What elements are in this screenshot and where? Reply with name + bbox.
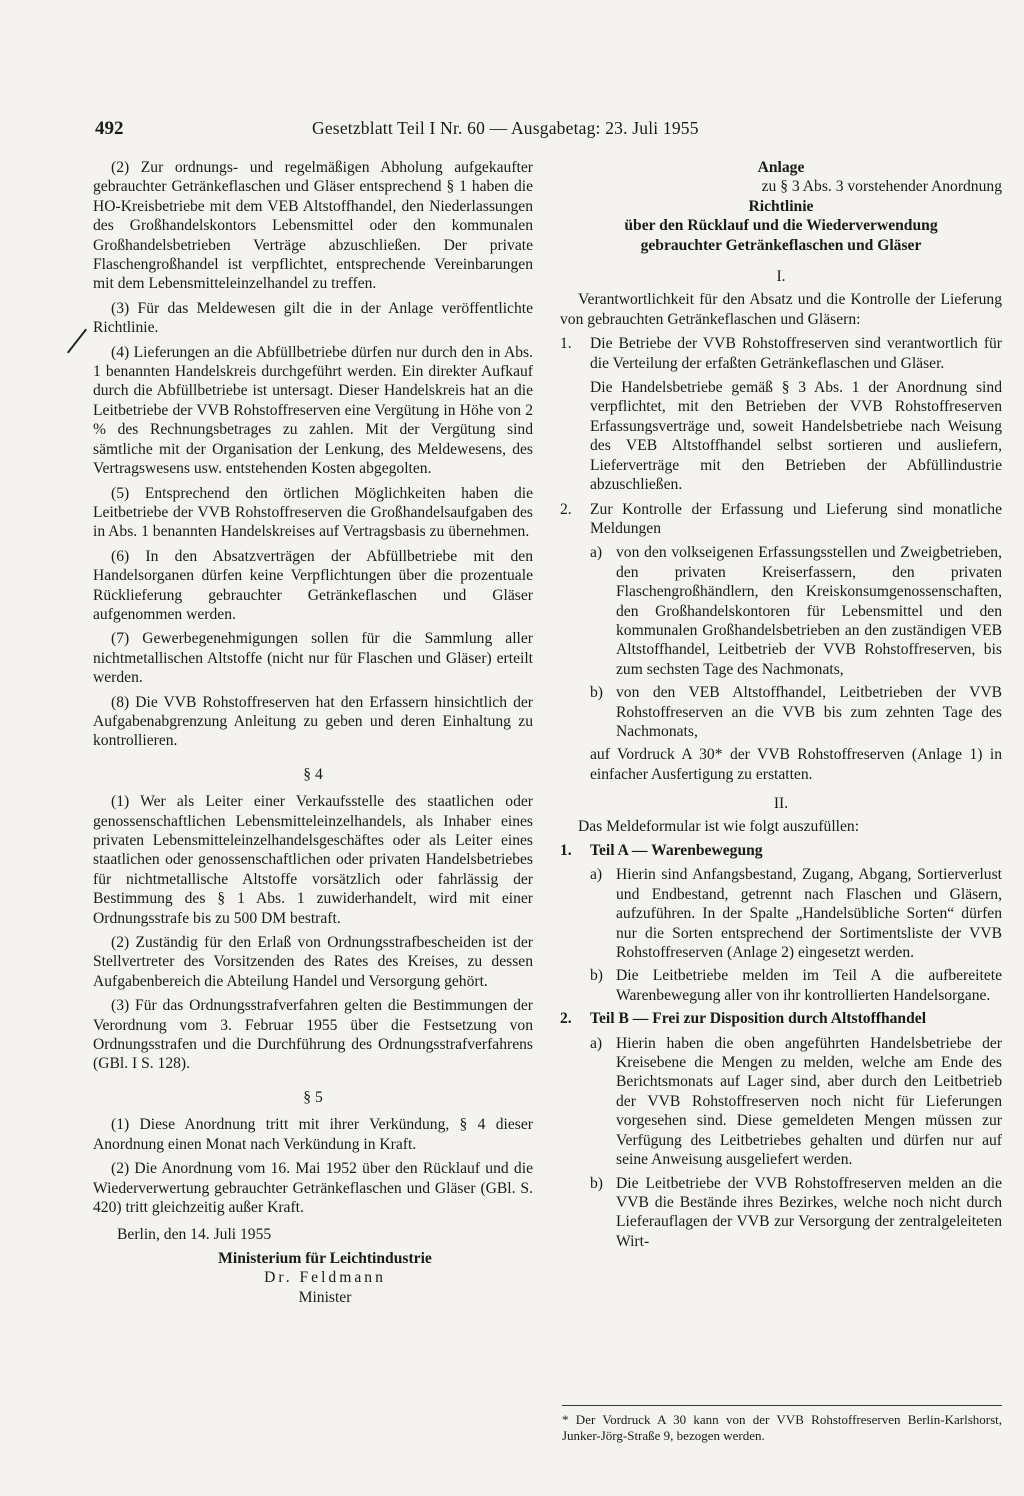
item-2 [560,500,1002,539]
item-1-text: Die Betriebe der VVB Rohstoffreserven sind verantwortlich für die Verteilung der erfaßten Getränkeflaschen und Gläser. [590,335,1002,372]
part-a-item-b-text: Die Leitbetriebe melden im Teil A die aufbereitete Warenbewegung aller von ihr kontrollierten Handelsorgane. [616,967,1002,1004]
gazette-title: Gesetzblatt Teil I Nr. 60 — Ausgabetag: 23. Juli 1955 [312,118,699,138]
roman-heading-1: I. [776,268,786,286]
margin-pen-mark [67,329,87,354]
item-2a-label: a) [590,544,603,562]
signature-block [117,1225,533,1307]
item-2a-text: von den volkseigenen Erfassungsstellen und Zweigbetrieben, den privaten Kreiserfassern, den privaten Flaschengroßhändlern, den Kreiskonsumgenossenschaften, den Großhandelskontoren für Lebensmittel und den kommunalen Großhandelsbetrieben an den zuständigen VEB Altstoffhandel, Leitbetrieb der VVB Rohstoffreserven, bis zum sechsten Tage des Nachmonats, [616,544,1002,678]
item-2-closing: auf Vordruck A 30* der VVB Rohstoffreserven (Anlage 1) in einfacher Ausfertigung zu erstatten. [590,746,1002,783]
item-1 [560,334,1002,373]
part-a-heading [560,841,1002,860]
part-b-item-b-text: Die Leitbetriebe der VVB Rohstoffreserven melden an die VVB die Bestände ihres Bezirkes, welche noch nicht durch Lieferauflagen der VVB zur Versorgung der zentralgeleiteten Wirt- [616,1174,1002,1250]
responsibility-intro: Verantwortlichkeit für den Absatz und die Kontrolle der Lieferung von gebrauchten Getränkeflaschen und Gläsern: [560,291,1002,328]
item-2a [590,543,1002,679]
item-2-text: Zur Kontrolle der Erfassung und Lieferung sind monatliche Meldungen [590,500,1002,537]
guideline-subtitle: über den Rücklauf und die Wiederverwendung gebrauchter Getränkeflaschen und Gläser [624,217,938,254]
paragraph-3-3: (3) Für das Meldewesen gilt die in der Anlage veröffentlichte Richtlinie. [93,299,533,337]
paragraph-3-2: (2) Zur ordnungs- und regelmäßigen Abholung aufgekaufter gebrauchter Getränkeflaschen und Gläser entsprechend § 1 haben die HO-Kreisbetriebe mit dem VEB Altstoffhandel, den Niederlassungen des Großhandelskontors Lebensmittel oder den kommunalen Großhandelsbetrieben Verträge abzuschließen. Der private Flaschengroßhandel ist verpflichtet, entsprechende Vereinbarungen mit dem Lebensmitteleinzelhandel zu treffen. [93,159,533,293]
paragraph-4-3: (3) Für das Ordnungsstrafverfahren gelten die Bestimmungen der Verordnung vom 3. Februar 1955 über die Festsetzung von Ordnungsstrafen und die Durchführung des Ordnungsstrafverfahrens (GBl. I S. 128). [93,997,533,1073]
annex-heading: Anlage [757,159,805,176]
paragraph-5-1: (1) Diese Anordnung tritt mit ihrer Verkündung, § 4 dieser Anordnung einen Monat nach Verkündung in Kraft. [93,1116,533,1153]
section-5-heading: § 5 [303,1088,323,1106]
ministry-name: Ministerium für Leichtindustrie [218,1249,432,1267]
item-2-number: 2. [560,500,572,518]
paragraph-3-4: (4) Lieferungen an die Abfüllbetriebe dürfen nur durch den in Abs. 1 benannten Handelskreis durchgeführt werden. Ein direkter Aufkauf durch die Abfüllbetriebe ist untersagt. Dieser Handelskreis hat an die Leitbetriebe der VVB Rohstoffreserven eine Vergütung in Höhe von 2 % des Rechnungsbetrages zu zahlen. Mit der Vergütung sind sämtliche mit der Organisation der Lenkung, des Meldewesens, des Vertragswesens usw. entstehenden Kosten abgegolten. [93,343,533,478]
part-b-title: Teil B — Frei zur Disposition durch Altstoffhandel [590,1010,927,1028]
part-a-number: 1. [560,842,572,859]
part-a-item-a-text: Hierin sind Anfangsbestand, Zugang, Abgang, Sortierverlust und Endbestand, getrennt nach Flaschen und Gläsern, aufzuführen. In der Spalte „Handelsübliche Sorten“ dürfen nur die Sorten entsprechend der Sortimentsliste der VVB Rohstoffreserven (Anlage 2) eingesetzt werden. [616,866,1002,962]
footnote: * Der Vordruck A 30 kann von der VVB Rohstoffreserven Berlin-Karlshorst, Junker-Jörg-Straße 9, bezogen werden. [562,1405,1002,1444]
form-intro: Das Meldeformular ist wie folgt auszufüllen: [578,817,860,835]
signer-role: Minister [298,1288,352,1306]
right-column [560,158,1002,1255]
place-date: Berlin, den 14. Juli 1955 [117,1226,272,1244]
item-2b [590,683,1002,741]
item-2b-label: b) [590,684,603,702]
annex-reference: zu § 3 Abs. 3 vorstehender Anordnung [761,178,1002,196]
paragraph-4-2: (2) Zuständig für den Erlaß von Ordnungsstrafbescheiden ist der Stellvertreter des Vorsitzenden des Rates des Kreises, zu dessen Aufgabenbereich die Abteilung Handel und Versorgung gehört. [93,934,533,990]
item-1-number: 1. [560,335,572,353]
part-a-item-b-label: b) [590,967,603,985]
signer-name: Dr. Feldmann [264,1269,386,1287]
item-1-continuation: Die Handelsbetriebe gemäß § 3 Abs. 1 der Anordnung sind verpflichtet, mit den Betrieben der VVB Rohstoffreserven Erfassungsverträge und, soweit Handelsbetriebe nach Weisung des VEB Altstoffhandel selbst sortieren und ausliefern, Lieferverträge mit den Betrieben der Abfüllindustrie abzuschließen. [590,379,1002,494]
part-a-item-a-label: a) [590,866,603,884]
part-a-item-b [590,966,1002,1005]
page-number: 492 [95,118,124,139]
roman-heading-2: II. [773,795,789,813]
section-4-heading: § 4 [303,765,323,783]
item-2b-text: von den VEB Altstoffhandel, Leitbetrieben der VVB Rohstoffreserven an die VVB bis zum zehnten Tage des Nachmonats, [616,684,1002,740]
left-column [93,158,533,1307]
part-b-item-b-label: b) [590,1174,603,1192]
paragraph-3-5: (5) Entsprechend den örtlichen Möglichkeiten haben die Leitbetriebe der VVB Rohstoffreserven die Großhandelsaufgaben des in Abs. 1 benannten Handelskreises auf Vertragsbasis zu übernehmen. [93,484,533,541]
paragraph-3-8: (8) Die VVB Rohstoffreserven hat den Erfassern hinsichtlich der Aufgabenabgrenzung Anleitung zu geben und deren Einhaltung zu kontrollieren. [93,693,533,750]
paragraph-4-1: (1) Wer als Leiter einer Verkaufsstelle des staatlichen oder genossenschaftlichen Lebensmitteleinzelhandels, als Inhaber eines privaten Lebensmitteleinzelhandelsgeschäftes oder als Leiter eines staatlichen oder genossenschaftlichen oder privaten Handelsbetriebes für nichtmetallische Altstoffe vorsätzlich oder fahrlässig der Bestimmung des § 1 Abs. 1 zuwiderhandelt, wird mit einer Ordnungsstrafe bis zu 500 DM bestraft. [93,793,533,927]
paragraph-3-7: (7) Gewerbegenehmigungen sollen für die Sammlung aller nichtmetallischen Altstoffe (nicht nur für Flaschen und Gläser) erteilt werden. [93,630,533,687]
paragraph-3-6: (6) In den Absatzverträgen der Abfüllbetriebe mit den Handelsorganen dürfen keine Verpflichtungen über die prozentuale Rücklieferung gebrauchter Getränkeflaschen und Gläser aufgenommen werden. [93,547,533,623]
part-b-item-a-label: a) [590,1034,603,1052]
part-a-title: Teil A — Warenbewegung [590,842,763,859]
part-b-number: 2. [560,1010,572,1028]
part-b-item-a-text: Hierin haben die oben angeführten Handelsbetriebe der Kreisebene die Mengen zu melden, welche am Ende des Berichtsmonats auf Lager sind, aber durch den Leitbetrieb der VVB Rohstoffreserven noch nicht für Lieferungen vorgesehen sind. Diese gemeldeten Mengen müssen zur Verfügung des Leitbetriebes gehalten und dürfen nur auf seine Anweisung ausgeliefert werden. [616,1034,1002,1169]
page-header [95,112,955,144]
part-b-heading [560,1009,1002,1028]
guideline-title: Richtlinie [748,197,814,215]
part-b-item-b [590,1174,1002,1252]
part-a-item-a [590,865,1002,962]
paragraph-5-2: (2) Die Anordnung vom 16. Mai 1952 über den Rücklauf und die Wiederverwertung gebrauchter Getränkeflaschen und Gläser (GBl. S. 420) tritt gleichzeitig außer Kraft. [93,1160,533,1216]
part-b-item-a [590,1034,1002,1170]
